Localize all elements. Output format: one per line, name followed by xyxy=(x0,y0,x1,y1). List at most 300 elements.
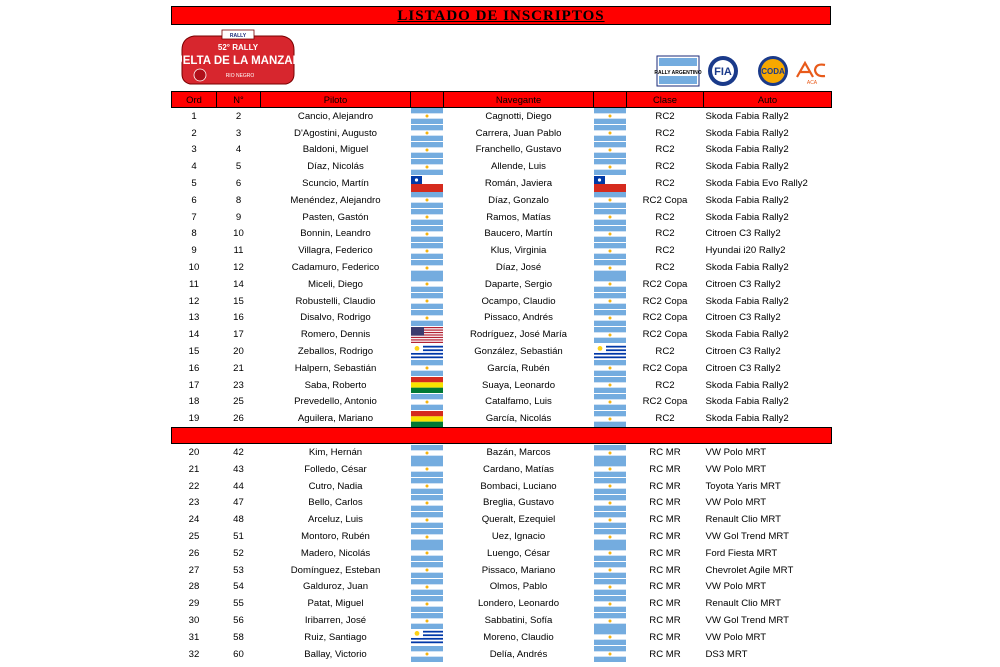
ord-cell: 12 xyxy=(188,295,200,307)
navegante-cell: Román, Javiera xyxy=(484,178,553,190)
navegante-cell: González, Sebastián xyxy=(474,346,563,358)
col-num: N° xyxy=(217,92,261,108)
flag-arg-icon xyxy=(594,445,626,461)
ord-cell: 17 xyxy=(188,379,200,391)
ord-cell: 21 xyxy=(188,463,200,475)
flag-arg-icon xyxy=(411,226,443,242)
number-cell: 3 xyxy=(235,127,242,139)
clase-cell: RC MR xyxy=(649,631,681,643)
clase-cell: RC2 xyxy=(655,127,675,139)
clase-cell: RC2 xyxy=(655,144,675,156)
col-navegante-flag xyxy=(594,92,627,108)
auto-cell: VW Polo MRT xyxy=(705,581,767,593)
piloto-cell: D'Agostini, Augusto xyxy=(294,127,377,139)
table-row xyxy=(172,410,832,427)
flag-arg-icon xyxy=(594,209,626,225)
navegante-flag xyxy=(594,310,627,327)
ord-cell: 16 xyxy=(188,362,200,374)
number-cell: 44 xyxy=(233,480,244,492)
piloto-flag xyxy=(411,226,444,243)
piloto-flag xyxy=(411,343,444,360)
table-row xyxy=(172,377,832,394)
table-row xyxy=(172,595,832,612)
rally-vuelta-manzana-logo xyxy=(166,30,310,88)
flag-arg-icon xyxy=(411,260,443,276)
flag-arg-icon xyxy=(594,478,626,494)
piloto-cell: Scuncio, Martín xyxy=(302,178,369,190)
piloto-cell: Menéndez, Alejandro xyxy=(290,194,381,206)
navegante-cell: Catalfamo, Luis xyxy=(485,396,552,408)
navegante-flag xyxy=(594,175,627,192)
flag-uru-icon xyxy=(411,344,443,360)
navegante-flag xyxy=(594,360,627,377)
piloto-cell: Bonnin, Leandro xyxy=(300,228,371,240)
piloto-cell: Bello, Carlos xyxy=(308,497,363,509)
flag-chile-icon xyxy=(594,176,626,192)
flag-uru-icon xyxy=(594,344,626,360)
navegante-cell: Cagnotti, Diego xyxy=(485,110,552,122)
piloto-flag xyxy=(411,495,444,512)
clase-cell: RC2 Copa xyxy=(642,278,688,290)
flag-arg-icon xyxy=(594,310,626,326)
piloto-flag xyxy=(411,209,444,226)
number-cell: 10 xyxy=(233,228,244,240)
clase-cell: RC2 Copa xyxy=(642,194,688,206)
navegante-flag xyxy=(594,242,627,259)
piloto-flag xyxy=(411,360,444,377)
piloto-cell: Villagra, Federico xyxy=(298,245,373,257)
ord-cell: 7 xyxy=(191,211,197,223)
navegante-flag xyxy=(594,646,627,663)
navegante-cell: Cardano, Matías xyxy=(483,463,554,475)
flag-arg-icon xyxy=(594,108,626,124)
piloto-cell: Ruiz, Santiago xyxy=(304,631,367,643)
clase-cell: RC MR xyxy=(649,615,681,626)
auto-cell: Renault Clio MRT xyxy=(705,514,782,526)
auto-cell: Citroen C3 Rally2 xyxy=(705,228,781,240)
table-row xyxy=(172,528,832,545)
ord-cell: 29 xyxy=(188,598,200,610)
piloto-flag xyxy=(411,125,444,142)
navegante-cell: García, Rubén xyxy=(487,362,550,374)
flag-arg-icon xyxy=(411,142,443,158)
piloto-cell: Miceli, Diego xyxy=(308,278,363,290)
navegante-cell: Moreno, Claudio xyxy=(483,631,554,643)
navegante-cell: Díaz, José xyxy=(495,262,542,274)
number-cell: 48 xyxy=(233,514,244,526)
number-cell: 16 xyxy=(233,312,244,324)
piloto-flag xyxy=(411,595,444,612)
piloto-cell: Arceluz, Luis xyxy=(308,514,363,526)
flag-arg-icon xyxy=(594,293,626,309)
flag-bol-icon xyxy=(411,411,443,427)
piloto-cell: Díaz, Nicolás xyxy=(307,161,364,173)
piloto-cell: Kim, Hernán xyxy=(308,447,363,459)
auto-cell: VW Polo MRT xyxy=(705,631,767,643)
navegante-flag xyxy=(594,495,627,512)
clase-cell: RC MR xyxy=(649,480,681,492)
clase-cell: RC2 Copa xyxy=(642,329,688,341)
col-ord: Ord xyxy=(172,92,217,108)
number-cell: 55 xyxy=(233,598,244,610)
number-cell: 56 xyxy=(233,615,244,626)
number-cell: 42 xyxy=(233,447,244,459)
flag-arg-icon xyxy=(411,596,443,612)
piloto-flag xyxy=(411,175,444,192)
piloto-flag xyxy=(411,108,444,125)
navegante-flag xyxy=(594,579,627,596)
navegante-cell: Ramos, Matías xyxy=(486,211,551,223)
flag-arg-icon xyxy=(594,562,626,578)
number-cell: 53 xyxy=(233,564,244,576)
flag-chile-icon xyxy=(411,176,443,192)
table-row xyxy=(172,612,832,629)
clase-cell: RC MR xyxy=(649,547,681,559)
auto-cell: Skoda Fabia Rally2 xyxy=(705,262,789,274)
logo-line1: 52° RALLY xyxy=(217,43,259,52)
table-row xyxy=(172,125,832,142)
entry-list-table xyxy=(171,91,832,663)
table-row xyxy=(172,310,832,327)
aca-logo xyxy=(794,55,830,87)
flag-arg-icon xyxy=(594,243,626,259)
flag-arg-icon xyxy=(411,360,443,376)
number-cell: 9 xyxy=(235,211,242,223)
table-row xyxy=(172,326,832,343)
flag-uru-icon xyxy=(411,629,443,645)
table-row xyxy=(172,511,832,528)
navegante-flag xyxy=(594,158,627,175)
ord-cell: 2 xyxy=(191,127,197,139)
clase-cell: RC2 xyxy=(655,178,675,190)
table-row xyxy=(172,142,832,159)
piloto-flag xyxy=(411,192,444,209)
piloto-flag xyxy=(411,562,444,579)
ord-cell: 32 xyxy=(188,648,200,660)
navegante-flag xyxy=(594,343,627,360)
table-row xyxy=(172,259,832,276)
ord-cell: 20 xyxy=(188,447,200,459)
piloto-cell: Disalvo, Rodrigo xyxy=(300,312,371,324)
piloto-flag xyxy=(411,579,444,596)
navegante-flag xyxy=(594,410,627,427)
table-row xyxy=(172,360,832,377)
navegante-cell: García, Nicolás xyxy=(485,413,552,425)
navegante-flag xyxy=(594,259,627,276)
navegante-cell: Klus, Virginia xyxy=(490,245,547,257)
piloto-flag xyxy=(411,259,444,276)
flag-arg-icon xyxy=(594,461,626,477)
auto-cell: Toyota Yaris MRT xyxy=(705,480,781,492)
navegante-cell: Luengo, César xyxy=(487,547,550,559)
flag-arg-icon xyxy=(594,192,626,208)
piloto-cell: Patat, Miguel xyxy=(307,598,364,610)
auto-cell: VW Polo MRT xyxy=(705,463,767,475)
flag-arg-icon xyxy=(411,613,443,629)
flag-arg-icon xyxy=(594,613,626,629)
flag-arg-icon xyxy=(411,293,443,309)
piloto-cell: Iribarren, José xyxy=(304,615,367,626)
ord-cell: 9 xyxy=(191,245,197,257)
col-auto: Auto xyxy=(704,92,832,108)
flag-arg-icon xyxy=(594,260,626,276)
ord-cell: 11 xyxy=(189,278,199,290)
flag-arg-icon xyxy=(411,125,443,141)
navegante-cell: Bazán, Marcos xyxy=(486,447,551,459)
table-row xyxy=(172,495,832,512)
table-row xyxy=(172,478,832,495)
table-row xyxy=(172,562,832,579)
number-cell: 17 xyxy=(233,329,244,341)
number-cell: 20 xyxy=(233,346,244,358)
navegante-flag xyxy=(594,108,627,125)
navegante-flag xyxy=(594,545,627,562)
piloto-cell: Cadamuro, Federico xyxy=(291,262,380,274)
number-cell: 54 xyxy=(233,581,244,593)
fia-logo xyxy=(706,55,740,87)
table-row xyxy=(172,629,832,646)
col-navegante: Navegante xyxy=(444,92,594,108)
number-cell: 2 xyxy=(235,110,242,122)
ord-cell: 24 xyxy=(188,514,200,526)
clase-cell: RC MR xyxy=(649,497,681,509)
navegante-flag xyxy=(594,209,627,226)
navegante-flag xyxy=(594,511,627,528)
flag-arg-icon xyxy=(594,545,626,561)
table-row xyxy=(172,276,832,293)
ord-cell: 28 xyxy=(188,581,200,593)
flag-usa-icon xyxy=(411,327,443,343)
clase-cell: RC MR xyxy=(649,648,681,660)
navegante-cell: Breglia, Gustavo xyxy=(483,497,554,509)
piloto-flag xyxy=(411,410,444,427)
flag-arg-icon xyxy=(594,226,626,242)
coda-logo xyxy=(756,55,790,87)
number-cell: 52 xyxy=(233,547,244,559)
number-cell: 47 xyxy=(233,497,244,509)
number-cell: 26 xyxy=(233,413,244,425)
flag-arg-icon xyxy=(411,495,443,511)
auto-cell: Ford Fiesta MRT xyxy=(705,547,778,559)
ord-cell: 13 xyxy=(188,312,200,324)
piloto-flag xyxy=(411,293,444,310)
clase-cell: RC2 Copa xyxy=(642,312,688,324)
piloto-cell: Montoro, Rubén xyxy=(301,531,370,543)
table-row xyxy=(172,192,832,209)
category-separator xyxy=(172,428,832,444)
navegante-flag xyxy=(594,326,627,343)
navegante-flag xyxy=(594,377,627,394)
flag-arg-icon xyxy=(594,495,626,511)
flag-arg-icon xyxy=(411,209,443,225)
number-cell: 43 xyxy=(233,463,244,475)
ord-cell: 3 xyxy=(191,144,197,156)
navegante-flag xyxy=(594,444,627,461)
piloto-cell: Aguilera, Mariano xyxy=(297,413,374,425)
navegante-flag xyxy=(594,125,627,142)
clase-cell: RC MR xyxy=(649,447,681,459)
aca-text: ACA xyxy=(806,80,818,86)
logo-line2: VUELTA DE LA MANZANA xyxy=(166,55,310,67)
piloto-flag xyxy=(411,511,444,528)
flag-arg-icon xyxy=(411,192,443,208)
auto-cell: Skoda Fabia Rally2 xyxy=(705,110,789,122)
auto-cell: Skoda Fabia Rally2 xyxy=(705,379,789,391)
fia-text: FIA xyxy=(714,66,732,78)
piloto-flag xyxy=(411,276,444,293)
flag-arg-icon xyxy=(411,159,443,175)
table-row xyxy=(172,175,832,192)
clase-cell: RC2 Copa xyxy=(642,362,688,374)
number-cell: 21 xyxy=(233,362,244,374)
table-row xyxy=(172,209,832,226)
flag-arg-icon xyxy=(411,394,443,410)
navegante-cell: Delía, Andrés xyxy=(489,648,548,660)
piloto-cell: Zeballos, Rodrigo xyxy=(297,346,374,358)
number-cell: 14 xyxy=(233,278,244,290)
clase-cell: RC2 xyxy=(655,110,675,122)
ord-cell: 19 xyxy=(188,413,200,425)
clase-cell: RC MR xyxy=(649,531,681,543)
table-row xyxy=(172,545,832,562)
clase-cell: RC2 xyxy=(655,211,675,223)
navegante-flag xyxy=(594,595,627,612)
navegante-cell: Allende, Luis xyxy=(491,161,546,173)
ord-cell: 14 xyxy=(188,329,200,341)
separator-bar xyxy=(172,428,832,444)
navegante-cell: Suaya, Leonardo xyxy=(481,379,556,391)
number-cell: 12 xyxy=(233,262,244,274)
flag-arg-icon xyxy=(594,377,626,393)
table-header xyxy=(172,92,832,108)
piloto-cell: Robustelli, Claudio xyxy=(295,295,376,307)
navegante-cell: Sabbatini, Sofía xyxy=(484,615,553,626)
piloto-cell: Baldoni, Miguel xyxy=(302,144,369,156)
auto-cell: Hyundai i20 Rally2 xyxy=(705,245,786,257)
piloto-flag xyxy=(411,158,444,175)
navegante-cell: Londero, Leonardo xyxy=(477,598,560,610)
col-clase: Clase xyxy=(627,92,704,108)
clase-cell: RC2 Copa xyxy=(642,396,688,408)
navegante-cell: Franchello, Gustavo xyxy=(475,144,562,156)
ord-cell: 23 xyxy=(188,497,200,509)
piloto-flag xyxy=(411,612,444,629)
flag-arg-icon xyxy=(594,579,626,595)
ord-cell: 5 xyxy=(191,178,197,190)
ord-cell: 6 xyxy=(191,194,197,206)
number-cell: 23 xyxy=(233,379,244,391)
ord-cell: 18 xyxy=(188,396,200,408)
page-title: LISTADO DE INSCRIPTOS xyxy=(397,8,605,24)
navegante-flag xyxy=(594,293,627,310)
clase-cell: RC2 xyxy=(655,379,675,391)
flag-arg-icon xyxy=(411,545,443,561)
clase-cell: RC MR xyxy=(649,514,681,526)
piloto-flag xyxy=(411,444,444,461)
clase-cell: RC2 xyxy=(655,346,675,358)
auto-cell: Skoda Fabia Rally2 xyxy=(705,413,789,425)
auto-cell: DS3 MRT xyxy=(705,648,748,660)
flag-arg-icon xyxy=(594,646,626,662)
clase-cell: RC MR xyxy=(649,564,681,576)
auto-cell: Skoda Fabia Rally2 xyxy=(705,396,789,408)
flag-arg-icon xyxy=(411,461,443,477)
auto-cell: Citroen C3 Rally2 xyxy=(705,312,781,324)
flag-arg-icon xyxy=(411,529,443,545)
flag-arg-icon xyxy=(594,360,626,376)
piloto-flag xyxy=(411,629,444,646)
piloto-flag xyxy=(411,326,444,343)
number-cell: 4 xyxy=(235,144,242,156)
table-row xyxy=(172,646,832,663)
number-cell: 25 xyxy=(233,396,244,408)
flag-arg-icon xyxy=(594,159,626,175)
flag-arg-icon xyxy=(594,125,626,141)
navegante-flag xyxy=(594,612,627,629)
flag-arg-icon xyxy=(411,478,443,494)
piloto-flag xyxy=(411,377,444,394)
number-cell: 5 xyxy=(235,161,242,173)
clase-cell: RC2 xyxy=(655,245,675,257)
piloto-cell: Domínguez, Esteban xyxy=(290,564,381,576)
flag-arg-icon xyxy=(594,276,626,292)
flag-arg-icon xyxy=(411,243,443,259)
number-cell: 11 xyxy=(233,245,244,257)
navegante-flag xyxy=(594,192,627,209)
navegante-cell: Pissaco, Mariano xyxy=(481,564,556,576)
piloto-flag xyxy=(411,310,444,327)
flag-arg-icon xyxy=(594,512,626,528)
piloto-flag xyxy=(411,242,444,259)
auto-cell: Skoda Fabia Rally2 xyxy=(705,295,789,307)
piloto-cell: Galduroz, Juan xyxy=(302,581,369,593)
navegante-cell: Bombaci, Luciano xyxy=(480,480,557,492)
logo-top-text: RALLY xyxy=(229,33,247,39)
clase-cell: RC MR xyxy=(649,463,681,475)
piloto-cell: Saba, Roberto xyxy=(304,379,367,391)
auto-cell: Skoda Fabia Rally2 xyxy=(705,194,789,206)
table-row xyxy=(172,108,832,125)
auto-cell: VW Polo MRT xyxy=(705,447,767,459)
auto-cell: Skoda Fabia Rally2 xyxy=(705,127,789,139)
col-piloto: Piloto xyxy=(261,92,411,108)
auto-cell: VW Polo MRT xyxy=(705,497,767,509)
clase-cell: RC2 xyxy=(655,413,675,425)
piloto-cell: Folledo, César xyxy=(304,463,367,475)
navegante-flag xyxy=(594,461,627,478)
number-cell: 8 xyxy=(235,194,242,206)
number-cell: 15 xyxy=(233,295,244,307)
flag-arg-icon xyxy=(594,142,626,158)
logo-line3: RIO NEGRO xyxy=(225,73,255,79)
table-row xyxy=(172,293,832,310)
flag-arg-icon xyxy=(411,310,443,326)
flag-arg-icon xyxy=(411,512,443,528)
rally-argentino-text: RALLY ARGENTINO xyxy=(654,70,702,76)
clase-cell: RC2 xyxy=(655,228,675,240)
clase-cell: RC2 Copa xyxy=(642,295,688,307)
flag-arg-icon xyxy=(594,327,626,343)
navegante-flag xyxy=(594,562,627,579)
auto-cell: Citroen C3 Rally2 xyxy=(705,278,781,290)
ord-cell: 25 xyxy=(188,531,200,543)
flag-arg-icon xyxy=(411,276,443,292)
number-cell: 60 xyxy=(233,648,244,660)
piloto-cell: Madero, Nicolás xyxy=(300,547,371,559)
navegante-flag xyxy=(594,276,627,293)
flag-arg-icon xyxy=(594,394,626,410)
clase-cell: RC2 xyxy=(655,161,675,173)
